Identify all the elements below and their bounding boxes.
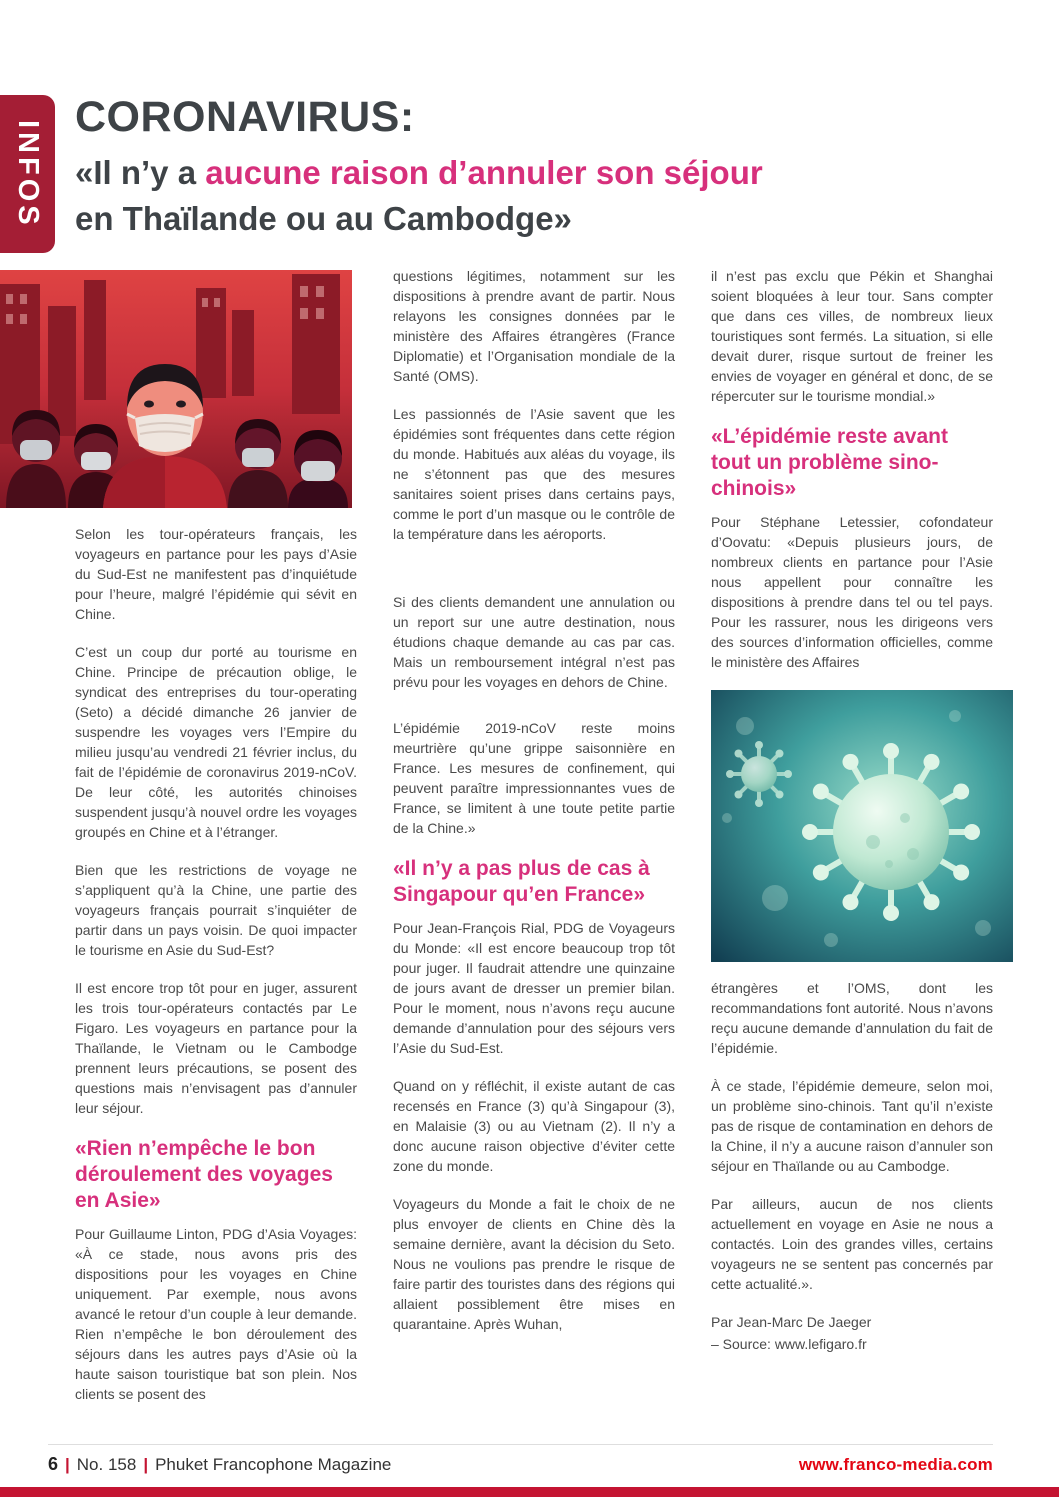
magazine-website-link[interactable]: www.franco-media.com — [798, 1455, 993, 1474]
page-footer — [48, 1444, 993, 1475]
paragraph: Quand on y réfléchit, il existe autant de cas recensés en France (3) qu’à Singapour (3), en Malaisie (3) ou au Vietnam (2). Il n’y a donc aucune raison objective d’éviter cette zone du monde. — [393, 1078, 675, 1174]
column-3 — [711, 266, 993, 1422]
author-byline: Par Jean-Marc De Jaeger — [711, 1314, 872, 1330]
paragraph: Par ailleurs, aucun de nos clients actuellement en voyage en Asie ne nous a contactés. Loin des grandes villes, certains voyageurs ne se sentent pas concernés par cette actualité.». — [711, 1196, 993, 1292]
section-tab-infos — [0, 95, 55, 253]
paragraph: Voyageurs du Monde a fait le choix de ne plus envoyer de clients en Chine dès la semaine dernière, avant la décision du Seto. Nous ne voulions pas prendre le risque de faire partir des touristes dans des régions qui allaient possiblement être mises en quarantaine. Après Wuhan, — [393, 1196, 675, 1332]
source-link[interactable]: – Source: www.lefigaro.fr — [711, 1336, 867, 1352]
title-line-2: en Thaïlande ou au Cambodge» — [75, 199, 572, 237]
footer-separator: | — [65, 1455, 70, 1474]
paragraph: Les passionnés de l’Asie savent que les épidémies sont fréquentes dans cette région du monde. Habitués aux aléas du voyage, ils ne s’étonnent pas que des mesures sanitaires soient prises dans certains pays, comme le port d’un masque ou le contrôle de la température dans les aéroports. — [393, 406, 675, 542]
bottom-accent-bar — [0, 1487, 1059, 1497]
paragraph: À ce stade, l’épidémie demeure, selon moi, un problème sino-chinois. Tant qu’il n’existe pas de risque de contamination en dehors de la Chine, il n’y a aucune raison d’annuler son séjour en Thaïlande ou au Cambodge. — [711, 1078, 993, 1174]
section-tab-label: INFOS — [12, 119, 44, 229]
footer-separator: | — [143, 1455, 149, 1474]
paragraph: Bien que les restrictions de voyage ne s’appliquent qu’à la Chine, une partie des voyageurs français pourrait s’inquiéter de partir dans un pays voisin. De quoi impacter le tourisme en Asie du Sud-Est? — [75, 862, 357, 958]
page-number: 6 — [48, 1454, 59, 1474]
paragraph: Si des clients demandent une annulation ou un report sur une autre destination, nous étudions chaque demande au cas par cas. Mais un remboursement intégral n’est pas prévu pour les voyages en dehors de Chine. — [393, 594, 675, 690]
subhead-rien-n-empeche: «Rien n’empêche le bon déroulement des voyages en Asie» — [75, 1137, 333, 1212]
title-prefix: «Il n’y a — [75, 154, 206, 192]
paragraph: Pour Jean-François Rial, PDG de Voyageurs du Monde: «Il est encore beaucoup trop tôt pour juger. Il faudrait attendre une quinzaine de jours avant de dresser un premier bilan. Pour le moment, nous n’avons reçu aucune demande d’annulation pour des séjours vers l’Asie du Sud-Est. — [393, 920, 675, 1056]
paragraph: il n’est pas exclu que Pékin et Shanghai soient bloquées à leur tour. Sans compter que dans ces villes, de nombreux lieux touristiques sont fermés. La situation, si elle devait durer, risque surtout de freiner les envies de voyager en général et donc, de se répercuter sur le tourisme mondial.» — [711, 268, 993, 404]
paragraph: L’épidémie 2019-nCoV reste moins meurtrière qu’une grippe saisonnière en France. Les mesures de confinement, qui peuvent paraître impressionnantes vues de France, se limitent à une toute petite partie de la Chine.» — [393, 720, 675, 836]
paragraph: Selon les tour-opérateurs français, les voyageurs en partance pour les pays d’Asie du Sud-Est ne manifestent pas d’inquiétude pour l’heure, malgré l’épidémie qui sévit en Chine. — [75, 526, 357, 622]
masked-crowd-illustration — [0, 270, 352, 508]
column-1 — [75, 266, 357, 1422]
article-title — [75, 150, 1005, 241]
paragraph: C’est un coup dur porté au tourisme en Chine. Principe de précaution oblige, le syndicat des entreprises du tour-operating (Seto) a décidé dimanche 26 janvier de suspendre les voyages vers l’Empire du milieu jusqu’au vendredi 21 février inclus, du fait de l’épidémie de coronavirus 2019-nCoV. De leur côté, les autorités chinoises suspendent jusqu’à nouvel ordre les voyages groupés en Chine et à l’étranger. — [75, 644, 357, 840]
paragraph: Il est encore trop tôt pour en juger, assurent les trois tour-opérateurs contactés par Le Figaro. Les voyageurs en partance pour la Thaïlande, le Vietnam ou le Cambodge prennent leurs précautions, se posent des questions mais n’envisagent pas d’annuler leur séjour. — [75, 980, 357, 1116]
byline-block — [711, 1312, 993, 1354]
masked-crowd-illustration-svg — [0, 270, 352, 508]
issue-number: No. 158 — [76, 1455, 137, 1474]
article-kicker: CORONAVIRUS: — [75, 93, 415, 141]
subhead-pas-plus-de-cas: «Il n’y a pas plus de cas à Singapour qu’en France» — [393, 857, 650, 906]
coronavirus-photo — [711, 690, 1013, 962]
paragraph: questions légitimes, notamment sur les dispositions à prendre avant de partir. Nous relayons les consignes données par le ministère des Affaires étrangères (France Diplomatie) et l’Organisation mondiale de la Santé (OMS). — [393, 268, 675, 384]
article-header — [75, 94, 1005, 241]
title-highlight: aucune raison d’annuler son séjour — [205, 154, 763, 192]
coronavirus-photo-svg — [711, 690, 1013, 962]
small-virus-particle — [726, 741, 792, 807]
subhead-probleme-sino-chinois: «L’épidémie reste avant tout un problème sino-chinois» — [711, 425, 948, 500]
article-body — [75, 266, 993, 1422]
title-line-1 — [75, 150, 1005, 196]
footer-issue-info — [48, 1454, 391, 1475]
paragraph: Pour Stéphane Letessier, cofondateur d’Oovatu: «Depuis plusieurs jours, de nombreux clients en partance pour l’Asie nous appellent pour connaître les dispositions à prendre dans tel ou tel pays. Pour les rassurer, nous les dirigeons vers des sources d’information officielles, comme le ministère des Affaires — [711, 514, 993, 670]
magazine-name: Phuket Francophone Magazine — [155, 1455, 392, 1474]
column-2 — [393, 266, 675, 1422]
paragraph: Pour Guillaume Linton, PDG d’Asia Voyages: «À ce stade, nous avons pris des dispositions pour les voyages en Chine uniquement. Par exemple, nous avons avancé le retour d’un couple à leur demande. Rien n’empêche le bon déroulement des séjours dans les autres pays d’Asie où la haute saison touristique bat son plein. Nos clients se posent des — [75, 1226, 357, 1402]
paragraph: étrangères et l’OMS, dont les recommandations font autorité. Nous n’avons reçu aucune demande d’annulation du fait de l’épidémie. — [711, 980, 993, 1056]
